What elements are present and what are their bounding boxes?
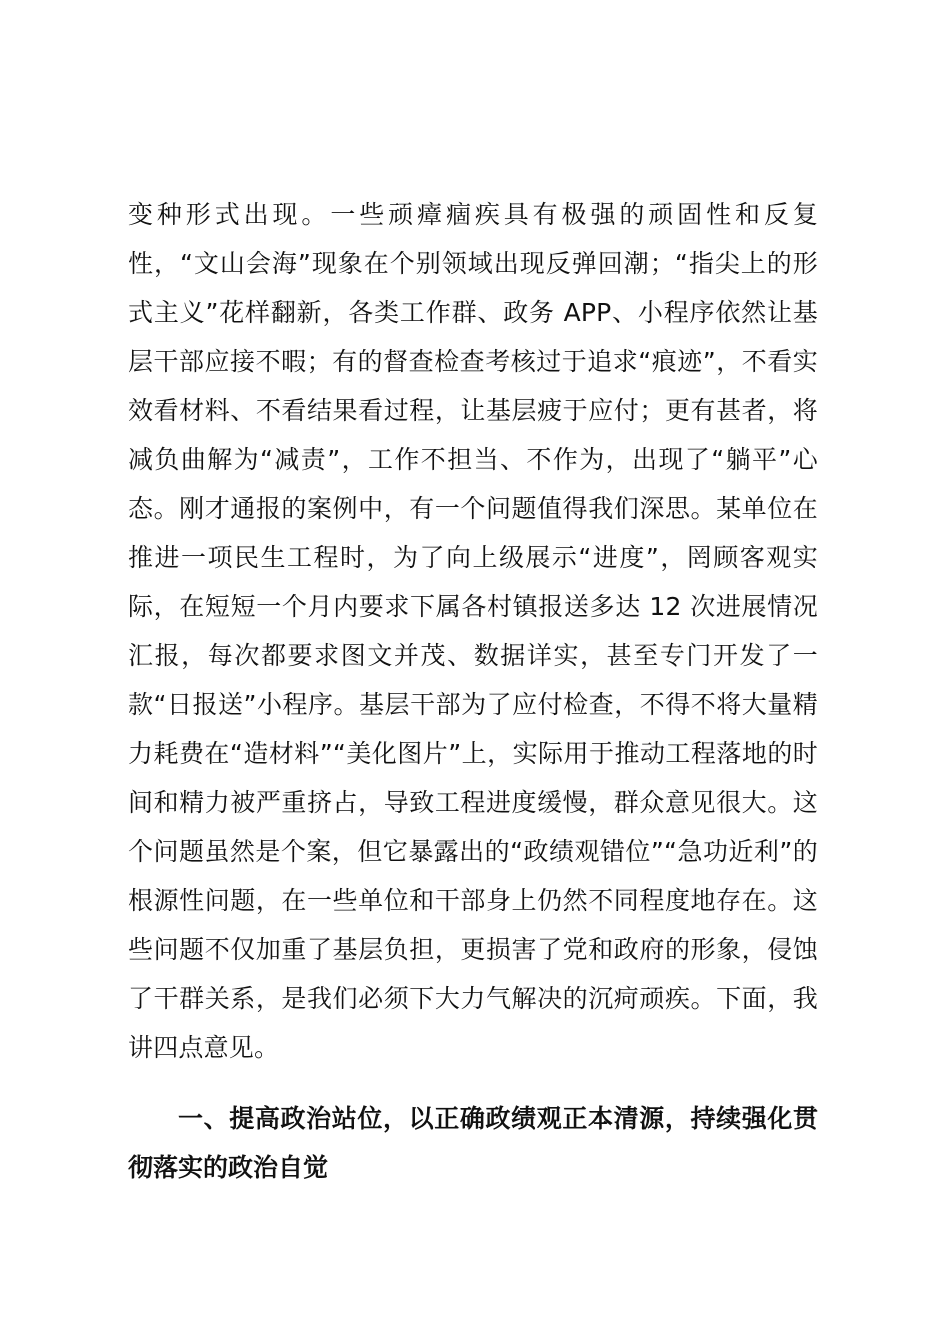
section-heading: 一、提高政治站位，以正确政绩观正本清源，持续强化贯彻落实的政治自觉 <box>128 1104 818 1182</box>
document-body <box>128 190 818 1192</box>
body-paragraph: 变种形式出现。一些顽瘴痼疾具有极强的顽固性和反复性，“文山会海”现象在个别领域出现反弹回潮；“指尖上的形式主义”花样翻新，各类工作群、政务 APP、小程序依然让基层干部应接不暇；有的督查检查考核过于追求“痕迹”，不看实效看材料、不看结果看过程，让基层疲于应付；更有甚者，将减负曲解为“减责”，工作不担当、不作为，出现了“躺平”心态。刚才通报的案例中，有一个问题值得我们深思。某单位在推进一项民生工程时，为了向上级展示“进度”，罔顾客观实际，在短短一个月内要求下属各村镇报送多达 12 次进展情况汇报，每次都要求图文并茂、数据详实，甚至专门开发了一款“日报送”小程序。基层干部为了应付检查，不得不将大量精力耗费在“造材料”“美化图片”上，实际用于推动工程落地的时间和精力被严重挤占，导致工程进度缓慢，群众意见很大。这个问题虽然是个案，但它暴露出的“政绩观错位”“急功近利”的根源性问题，在一些单位和干部身上仍然不同程度地存在。这些问题不仅加重了基层负担，更损害了党和政府的形象，侵蚀了干群关系，是我们必须下大力气解决的沉疴顽疾。下面，我讲四点意见。 <box>128 200 818 1062</box>
